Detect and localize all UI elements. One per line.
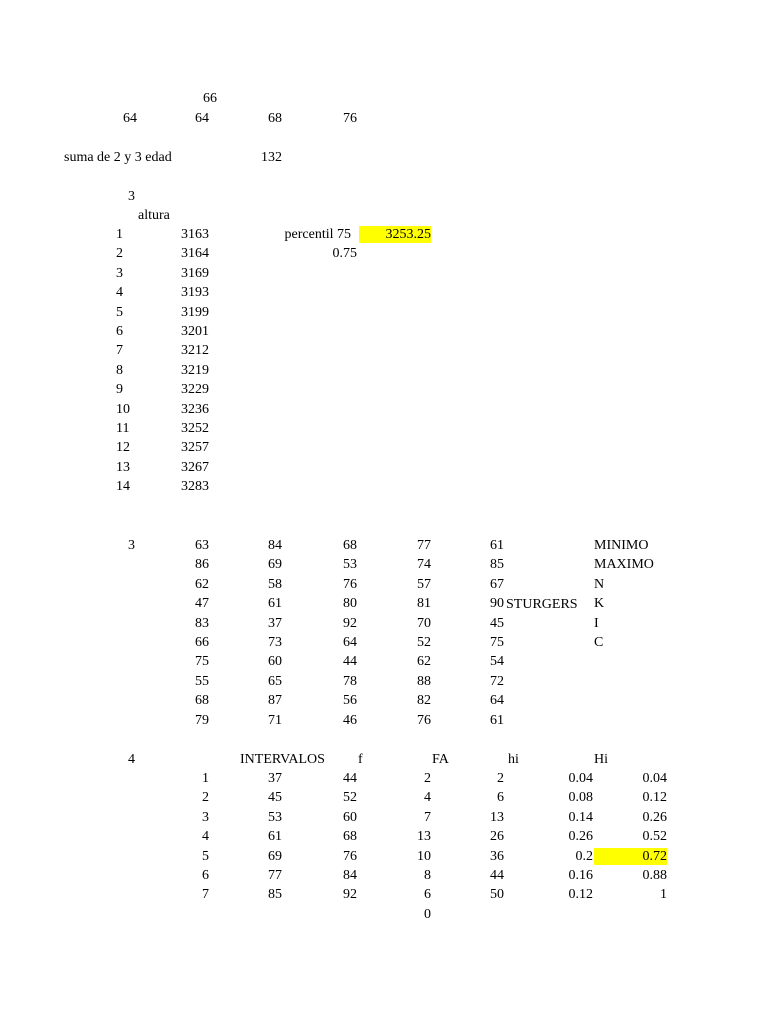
summary-label: MINIMO bbox=[594, 538, 649, 553]
section-data-number: 3 bbox=[128, 538, 135, 553]
freq-cell: 0.04 bbox=[642, 771, 667, 786]
data-cell: 62 bbox=[417, 654, 431, 670]
data-cell: 70 bbox=[417, 615, 431, 631]
freq-cell: 53 bbox=[268, 809, 282, 825]
summary-label: MAXIMO bbox=[594, 557, 654, 573]
percentil-label: percentil 75 bbox=[284, 227, 351, 242]
cell-66: 66 bbox=[203, 91, 217, 106]
altura-value: 3219 bbox=[181, 362, 209, 378]
data-cell: 79 bbox=[195, 712, 209, 728]
altura-index: 7 bbox=[116, 343, 123, 359]
data-cell: 65 bbox=[268, 673, 282, 689]
data-cell: 88 bbox=[417, 673, 431, 689]
freq-cell: 77 bbox=[268, 868, 282, 883]
percentil-fraction: 0.75 bbox=[332, 246, 357, 261]
freq-cell: 60 bbox=[343, 809, 357, 825]
data-cell: 52 bbox=[417, 635, 431, 650]
data-cell: 46 bbox=[343, 712, 357, 728]
altura-value: 3229 bbox=[181, 382, 209, 398]
data-cell: 85 bbox=[490, 557, 504, 573]
altura-value: 3164 bbox=[181, 246, 209, 262]
freq-cell: 7 bbox=[202, 887, 209, 903]
freq-cell: 13 bbox=[417, 829, 431, 845]
data-cell: 75 bbox=[195, 654, 209, 670]
freq-cell: 0.72 bbox=[594, 848, 667, 865]
freq-cell: 6 bbox=[424, 887, 431, 903]
data-cell: 47 bbox=[195, 596, 209, 612]
suma-value: 132 bbox=[261, 150, 282, 165]
freq-cell: 1 bbox=[202, 771, 209, 786]
altura-index: 2 bbox=[116, 246, 123, 262]
data-cell: 66 bbox=[195, 635, 209, 650]
data-cell: 84 bbox=[268, 538, 282, 553]
data-cell: 54 bbox=[490, 654, 504, 670]
data-cell: 78 bbox=[343, 673, 357, 689]
altura-index: 5 bbox=[116, 304, 123, 320]
freq-cell: 0.26 bbox=[568, 829, 593, 845]
data-cell: 60 bbox=[268, 654, 282, 670]
altura-index: 9 bbox=[116, 382, 123, 398]
cell-top-4: 76 bbox=[343, 111, 357, 126]
altura-value: 3283 bbox=[181, 479, 209, 495]
freq-cell: 69 bbox=[268, 848, 282, 864]
data-cell: 72 bbox=[490, 673, 504, 689]
data-cell: 71 bbox=[268, 712, 282, 728]
data-cell: 82 bbox=[417, 693, 431, 709]
data-cell: 62 bbox=[195, 576, 209, 592]
freq-cell: 6 bbox=[497, 790, 504, 806]
data-cell: 73 bbox=[268, 635, 282, 650]
freq-cell: 0.16 bbox=[568, 868, 593, 883]
freq-cell: 44 bbox=[343, 771, 357, 786]
data-cell: 64 bbox=[343, 635, 357, 650]
freq-cell: 52 bbox=[343, 790, 357, 806]
data-cell: 56 bbox=[343, 693, 357, 709]
freq-cell: 0.12 bbox=[642, 790, 667, 806]
altura-index: 13 bbox=[116, 459, 130, 475]
freq-cell: 6 bbox=[202, 868, 209, 883]
freq-cell: 3 bbox=[202, 809, 209, 825]
data-cell: 87 bbox=[268, 693, 282, 709]
data-cell: 81 bbox=[417, 596, 431, 612]
freq-cell: 0.14 bbox=[568, 809, 593, 825]
altura-index: 12 bbox=[116, 440, 130, 456]
freq-cell: 0.26 bbox=[642, 809, 667, 825]
data-cell: 61 bbox=[268, 596, 282, 612]
section-3-number: 3 bbox=[128, 189, 135, 204]
altura-value: 3169 bbox=[181, 265, 209, 281]
data-cell: 37 bbox=[268, 615, 282, 631]
cell-top-3: 68 bbox=[268, 111, 282, 126]
freq-cell: 8 bbox=[424, 868, 431, 883]
altura-value: 3236 bbox=[181, 401, 209, 417]
altura-value: 3212 bbox=[181, 343, 209, 359]
data-cell: 76 bbox=[417, 712, 431, 728]
header-hi: hi bbox=[508, 752, 519, 767]
data-cell: 53 bbox=[343, 557, 357, 573]
data-cell: 77 bbox=[417, 538, 431, 553]
header-f: f bbox=[358, 752, 363, 767]
freq-cell: 10 bbox=[417, 848, 431, 864]
altura-index: 4 bbox=[116, 285, 123, 301]
freq-cell: 2 bbox=[202, 790, 209, 806]
altura-index: 6 bbox=[116, 324, 123, 339]
data-cell: 75 bbox=[490, 635, 504, 650]
data-cell: 68 bbox=[195, 693, 209, 709]
freq-cell: 76 bbox=[343, 848, 357, 864]
freq-cell: 4 bbox=[424, 790, 431, 806]
header-fa: FA bbox=[432, 752, 449, 767]
freq-cell: 1 bbox=[660, 887, 667, 903]
data-cell: 83 bbox=[195, 615, 209, 631]
freq-cell: 37 bbox=[268, 771, 282, 786]
altura-value: 3252 bbox=[181, 421, 209, 436]
suma-label: suma de 2 y 3 edad bbox=[64, 150, 172, 165]
freq-cell: 7 bbox=[424, 809, 431, 825]
sturgers-label: STURGERS bbox=[506, 597, 578, 612]
altura-index: 1 bbox=[116, 227, 123, 242]
freq-cell: 85 bbox=[268, 887, 282, 903]
data-cell: 76 bbox=[343, 576, 357, 592]
freq-cell: 5 bbox=[202, 848, 209, 864]
data-cell: 44 bbox=[343, 654, 357, 670]
altura-value: 3199 bbox=[181, 304, 209, 320]
summary-label: C bbox=[594, 635, 604, 650]
freq-cell: 0.88 bbox=[642, 868, 667, 883]
altura-index: 3 bbox=[116, 265, 123, 281]
altura-value: 3201 bbox=[181, 324, 209, 339]
freq-cell: 84 bbox=[343, 868, 357, 883]
data-cell: 90 bbox=[490, 596, 504, 612]
altura-value: 3193 bbox=[181, 285, 209, 301]
data-cell: 67 bbox=[490, 576, 504, 592]
header-Hi: Hi bbox=[594, 752, 608, 767]
altura-value: 3267 bbox=[181, 459, 209, 475]
cell-top-1: 64 bbox=[123, 111, 137, 126]
data-cell: 58 bbox=[268, 576, 282, 592]
data-cell: 80 bbox=[343, 596, 357, 612]
data-cell: 63 bbox=[195, 538, 209, 553]
cell-top-2: 64 bbox=[195, 111, 209, 126]
data-cell: 92 bbox=[343, 615, 357, 631]
freq-cell: 44 bbox=[490, 868, 504, 883]
data-cell: 86 bbox=[195, 557, 209, 573]
altura-index: 14 bbox=[116, 479, 130, 495]
freq-cell: 0.12 bbox=[568, 887, 593, 903]
data-cell: 74 bbox=[417, 557, 431, 573]
freq-cell: 26 bbox=[490, 829, 504, 845]
freq-cell: 45 bbox=[268, 790, 282, 806]
freq-cell: 36 bbox=[490, 848, 504, 864]
altura-value: 3163 bbox=[181, 227, 209, 242]
data-cell: 57 bbox=[417, 576, 431, 592]
freq-cell: 0.52 bbox=[642, 829, 667, 845]
freq-cell: 50 bbox=[490, 887, 504, 903]
data-cell: 61 bbox=[490, 712, 504, 728]
data-cell: 55 bbox=[195, 673, 209, 689]
freq-cell: 61 bbox=[268, 829, 282, 845]
altura-index: 8 bbox=[116, 362, 123, 378]
freq-cell: 0.2 bbox=[575, 848, 593, 864]
data-cell: 61 bbox=[490, 538, 504, 553]
header-intervalos: INTERVALOS bbox=[240, 752, 325, 767]
data-cell: 69 bbox=[268, 557, 282, 573]
data-cell: 45 bbox=[490, 615, 504, 631]
section-4-number: 4 bbox=[128, 752, 135, 767]
freq-cell: 0.04 bbox=[568, 771, 593, 786]
altura-index: 10 bbox=[116, 401, 130, 417]
percentil-value: 3253.25 bbox=[359, 226, 431, 243]
summary-label: K bbox=[594, 596, 605, 612]
freq-cell: 2 bbox=[497, 771, 504, 786]
altura-index: 11 bbox=[116, 421, 130, 436]
data-cell: 68 bbox=[343, 538, 357, 553]
data-cell: 64 bbox=[490, 693, 504, 709]
altura-value: 3257 bbox=[181, 440, 209, 456]
freq-cell: 68 bbox=[343, 829, 357, 845]
summary-label: N bbox=[594, 576, 605, 592]
freq-cell: 92 bbox=[343, 887, 357, 903]
freq-cell: 13 bbox=[490, 809, 504, 825]
freq-cell: 4 bbox=[202, 829, 209, 845]
summary-label: I bbox=[594, 615, 599, 631]
freq-cell: 0.08 bbox=[568, 790, 593, 806]
altura-header: altura bbox=[138, 208, 170, 223]
freq-cell: 2 bbox=[424, 771, 431, 786]
trailing-zero: 0 bbox=[424, 907, 431, 922]
